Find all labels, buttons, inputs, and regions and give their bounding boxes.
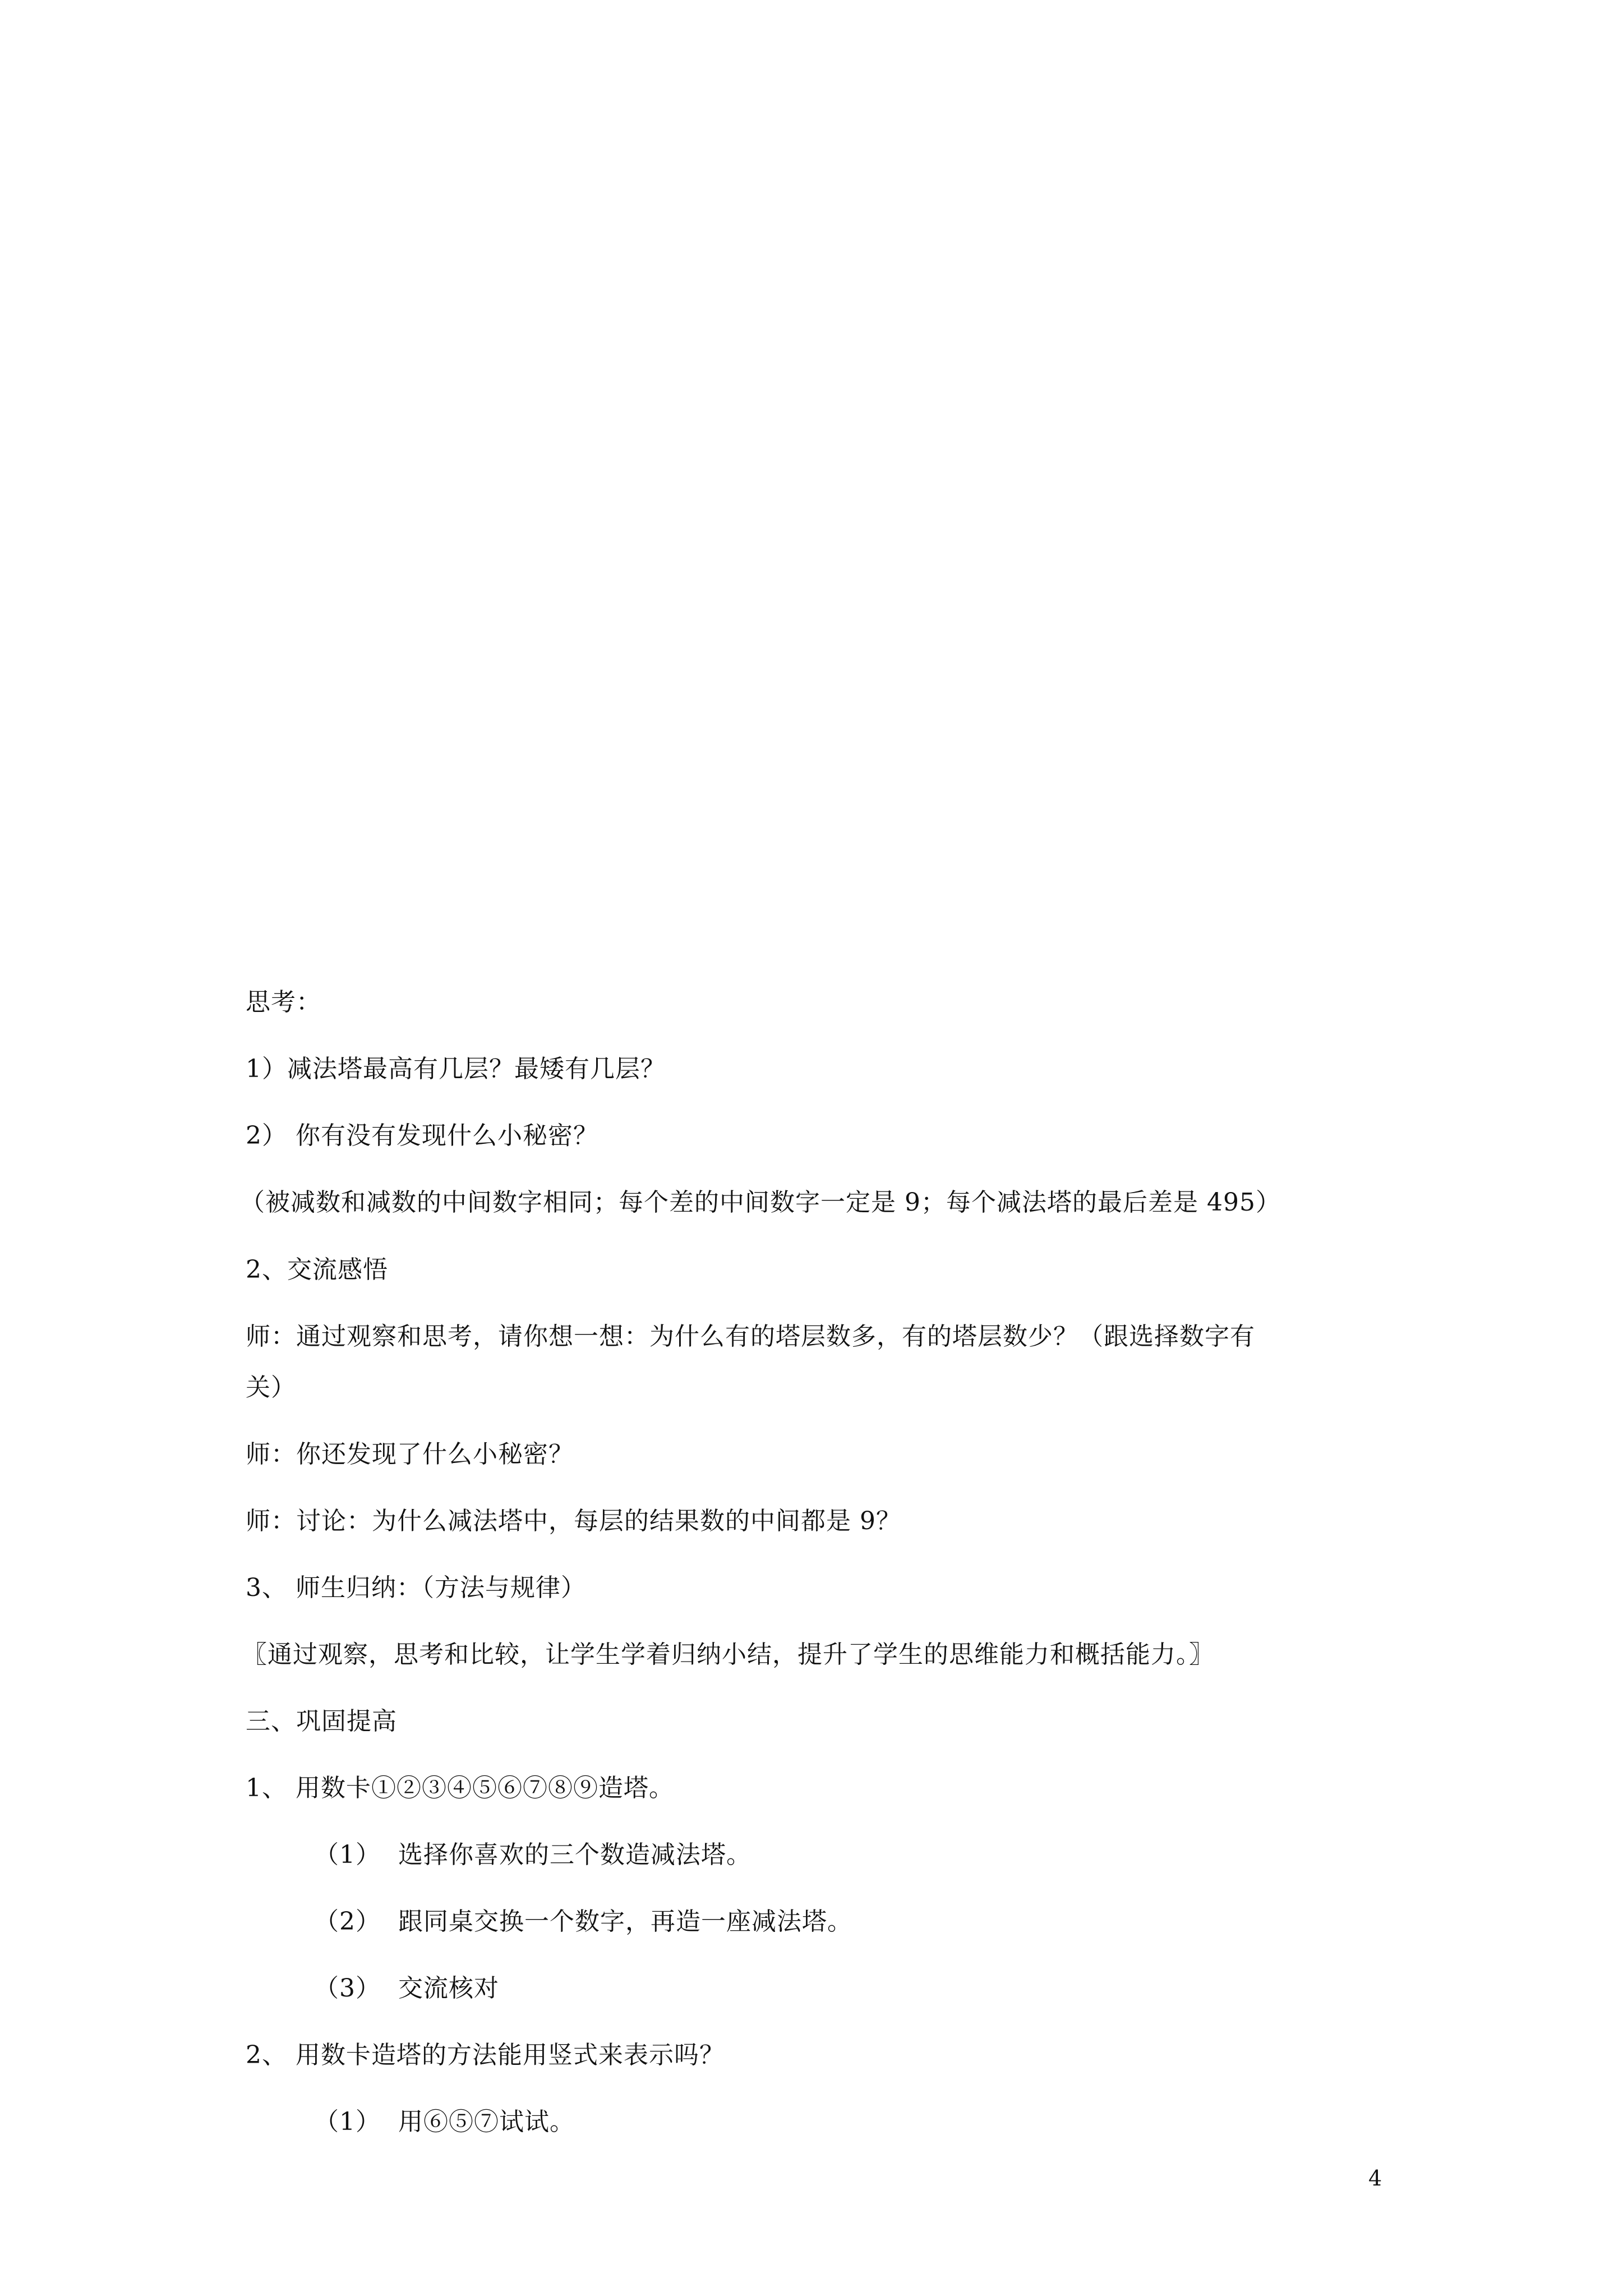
page-number: 4 bbox=[1368, 2166, 1382, 2191]
teacher-line-2: 师：你还发现了什么小秘密？ bbox=[246, 1440, 574, 1469]
list-item-text: 交流核对 bbox=[398, 1974, 499, 2003]
list-item-number: （3） bbox=[314, 1974, 381, 2003]
teacher-line-1: 师：通过观察和思考，请你想一想：为什么有的塔层数多，有的塔层数少？（跟选择数字有 bbox=[246, 1322, 1255, 1351]
list-item bbox=[314, 1972, 499, 2005]
list-item bbox=[314, 1905, 852, 1939]
list-item-number: （1） bbox=[314, 1841, 381, 1869]
list-item-text: 选择你喜欢的三个数造减法塔。 bbox=[398, 1841, 751, 1869]
list-item-text: 跟同桌交换一个数字，再造一座减法塔。 bbox=[398, 1907, 852, 1936]
design-note: 〖通过观察，思考和比较，让学生学着归纳小结，提升了学生的思维能力和概括能力。〗 bbox=[242, 1640, 1214, 1669]
answer-note: （被减数和减数的中间数字相同；每个差的中间数字一定是 9；每个减法塔的最后差是 495） bbox=[240, 1188, 1281, 1217]
teacher-line-3: 师：讨论：为什么减法塔中，每层的结果数的中间都是 9？ bbox=[246, 1507, 901, 1535]
section-2-heading: 2、交流感悟 bbox=[246, 1255, 388, 1284]
question-1: 1）减法塔最高有几层？最矮有几层？ bbox=[246, 1055, 666, 1083]
question-2: 2） 你有没有发现什么小秘密？ bbox=[246, 1121, 598, 1150]
part-3-heading: 三、巩固提高 bbox=[246, 1707, 397, 1736]
list-item bbox=[314, 2105, 575, 2139]
section-3-heading: 3、 师生归纳：（方法与规律） bbox=[246, 1573, 586, 1602]
list-item-number: （1） bbox=[314, 2108, 381, 2136]
list-item-text: 用⑥⑤⑦试试。 bbox=[398, 2108, 575, 2136]
list-item bbox=[314, 1838, 751, 1872]
teacher-line-1-cont: 关） bbox=[246, 1373, 296, 1402]
exercise-2: 2、 用数卡造塔的方法能用竖式来表示吗？ bbox=[246, 2041, 725, 2069]
list-item-number: （2） bbox=[314, 1907, 381, 1936]
exercise-1: 1、 用数卡①②③④⑤⑥⑦⑧⑨造塔。 bbox=[246, 1774, 674, 1802]
heading-thinking: 思考： bbox=[246, 988, 321, 1016]
